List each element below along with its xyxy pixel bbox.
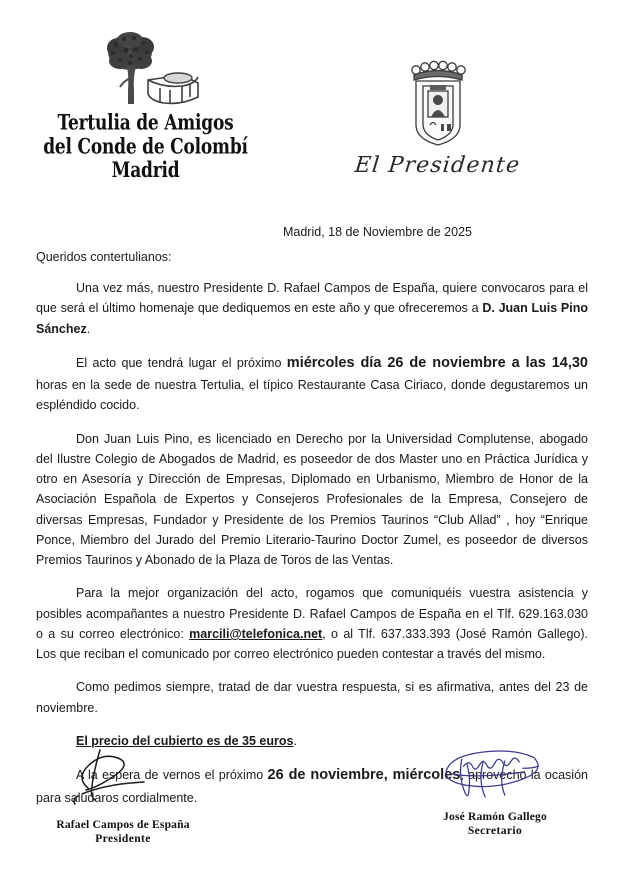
secretary-role: Secretario bbox=[467, 825, 523, 837]
paragraph-3: Don Juan Luis Pino, es licenciado en Derecho por la Universidad Complutense, abogado del Ilustre Colegio de Abogados de Madrid, es poseedor de dos Master uno en Práctica Jurídica y otro en Asesoría y Dirección de Empresas, Diplomado en Urbanismo, Miembro de Honor de la Asociación Española de Expertos y Consejeros Profesionales de la Empresa, Consejero de diversas Empresas, Fundador y Presidente de los Premios Taurinos “Club Allad” , hoy “Enrique Ponce, Miembro del Jurado del Premio Literario-Taurino Doctor Zumel, es poseedor de diversos Premios Taurinos y Abonado de la Plaza de Toros de las Ventas. bbox=[36, 431, 588, 568]
signature-block-president bbox=[18, 742, 228, 845]
paragraph-5: Como pedimos siempre, tratad de dar vuestra respuesta, si es afirmativa, antes del 23 de noviembre. bbox=[36, 680, 588, 715]
presidency-logo bbox=[345, 55, 530, 178]
letterhead bbox=[0, 0, 625, 205]
signature-block-secretary bbox=[390, 734, 600, 837]
signature-area bbox=[0, 742, 625, 862]
p4-text-a: Para la mejor organización del acto, rogamos que comuniquéis vuestra asistencia y posibles acompañantes a nuestro Presidente D. Rafael Campos de España en el Tlf. 629.163.030 o a su correo electrónico: bbox=[36, 586, 588, 641]
tree-and-well-emblem-icon bbox=[90, 30, 202, 108]
handwritten-signature-blue-icon bbox=[410, 734, 580, 806]
handwritten-signature-black-icon bbox=[48, 742, 198, 814]
paragraph-4 bbox=[36, 583, 588, 664]
event-datetime: miércoles día 26 de noviembre a las 14,30 bbox=[286, 354, 588, 371]
email-link[interactable]: marcili@telefonica.net bbox=[189, 626, 323, 641]
society-name-line-1: Tertulia de Amigos bbox=[57, 110, 234, 136]
p1-text-b: . bbox=[86, 321, 91, 336]
paragraph-1 bbox=[36, 278, 588, 339]
p4-text-b: , o al Tlf. 637.333.393 (José Ramón Gallego). Los que reciban el comunicado por correo electrónico pueden contestar a través del mismo. bbox=[36, 626, 588, 662]
salutation: Queridos contertulianos: bbox=[36, 250, 172, 264]
p2-text-a: El acto que tendrá lugar el próximo bbox=[76, 355, 287, 370]
society-logo bbox=[38, 30, 253, 184]
society-name-line-3: Madrid bbox=[111, 158, 180, 184]
president-name: Rafael Campos de España bbox=[56, 819, 190, 831]
society-name-line-2: del Conde de Colombí bbox=[43, 134, 248, 160]
society-name bbox=[38, 112, 253, 183]
president-role: Presidente bbox=[95, 833, 151, 845]
p2-text-b: horas en la sede de nuestra Tertulia, el típico Restaurante Casa Ciriaco, donde degustaremos un espléndido cocido. bbox=[36, 378, 588, 413]
price-tail: . bbox=[293, 733, 297, 748]
paragraph-2 bbox=[36, 352, 588, 416]
closing-event-date: 26 de noviembre, miércoles bbox=[267, 767, 461, 784]
p6-text-a: A la espera de vernos el próximo bbox=[76, 768, 268, 783]
price-statement: El precio del cubierto es de 35 euros bbox=[76, 733, 294, 748]
honoree-name: D. Juan Luis Pino Sánchez bbox=[36, 301, 589, 336]
presidency-role-label: El Presidente bbox=[353, 153, 522, 178]
secretary-name: José Ramón Gallego bbox=[443, 811, 547, 823]
madrid-coat-of-arms-crest-icon bbox=[406, 55, 470, 147]
p1-text-a: Una vez más, nuestro Presidente D. Rafael Campos de España, quiere convocaros para el que será el último homenaje que dediquemos en este año y que ofreceremos a bbox=[36, 281, 588, 316]
p6-text-b: , aprovecho la ocasión para saludaros cordialmente. bbox=[36, 768, 588, 805]
date-line: Madrid, 18 de Noviembre de 2025 bbox=[282, 225, 472, 239]
